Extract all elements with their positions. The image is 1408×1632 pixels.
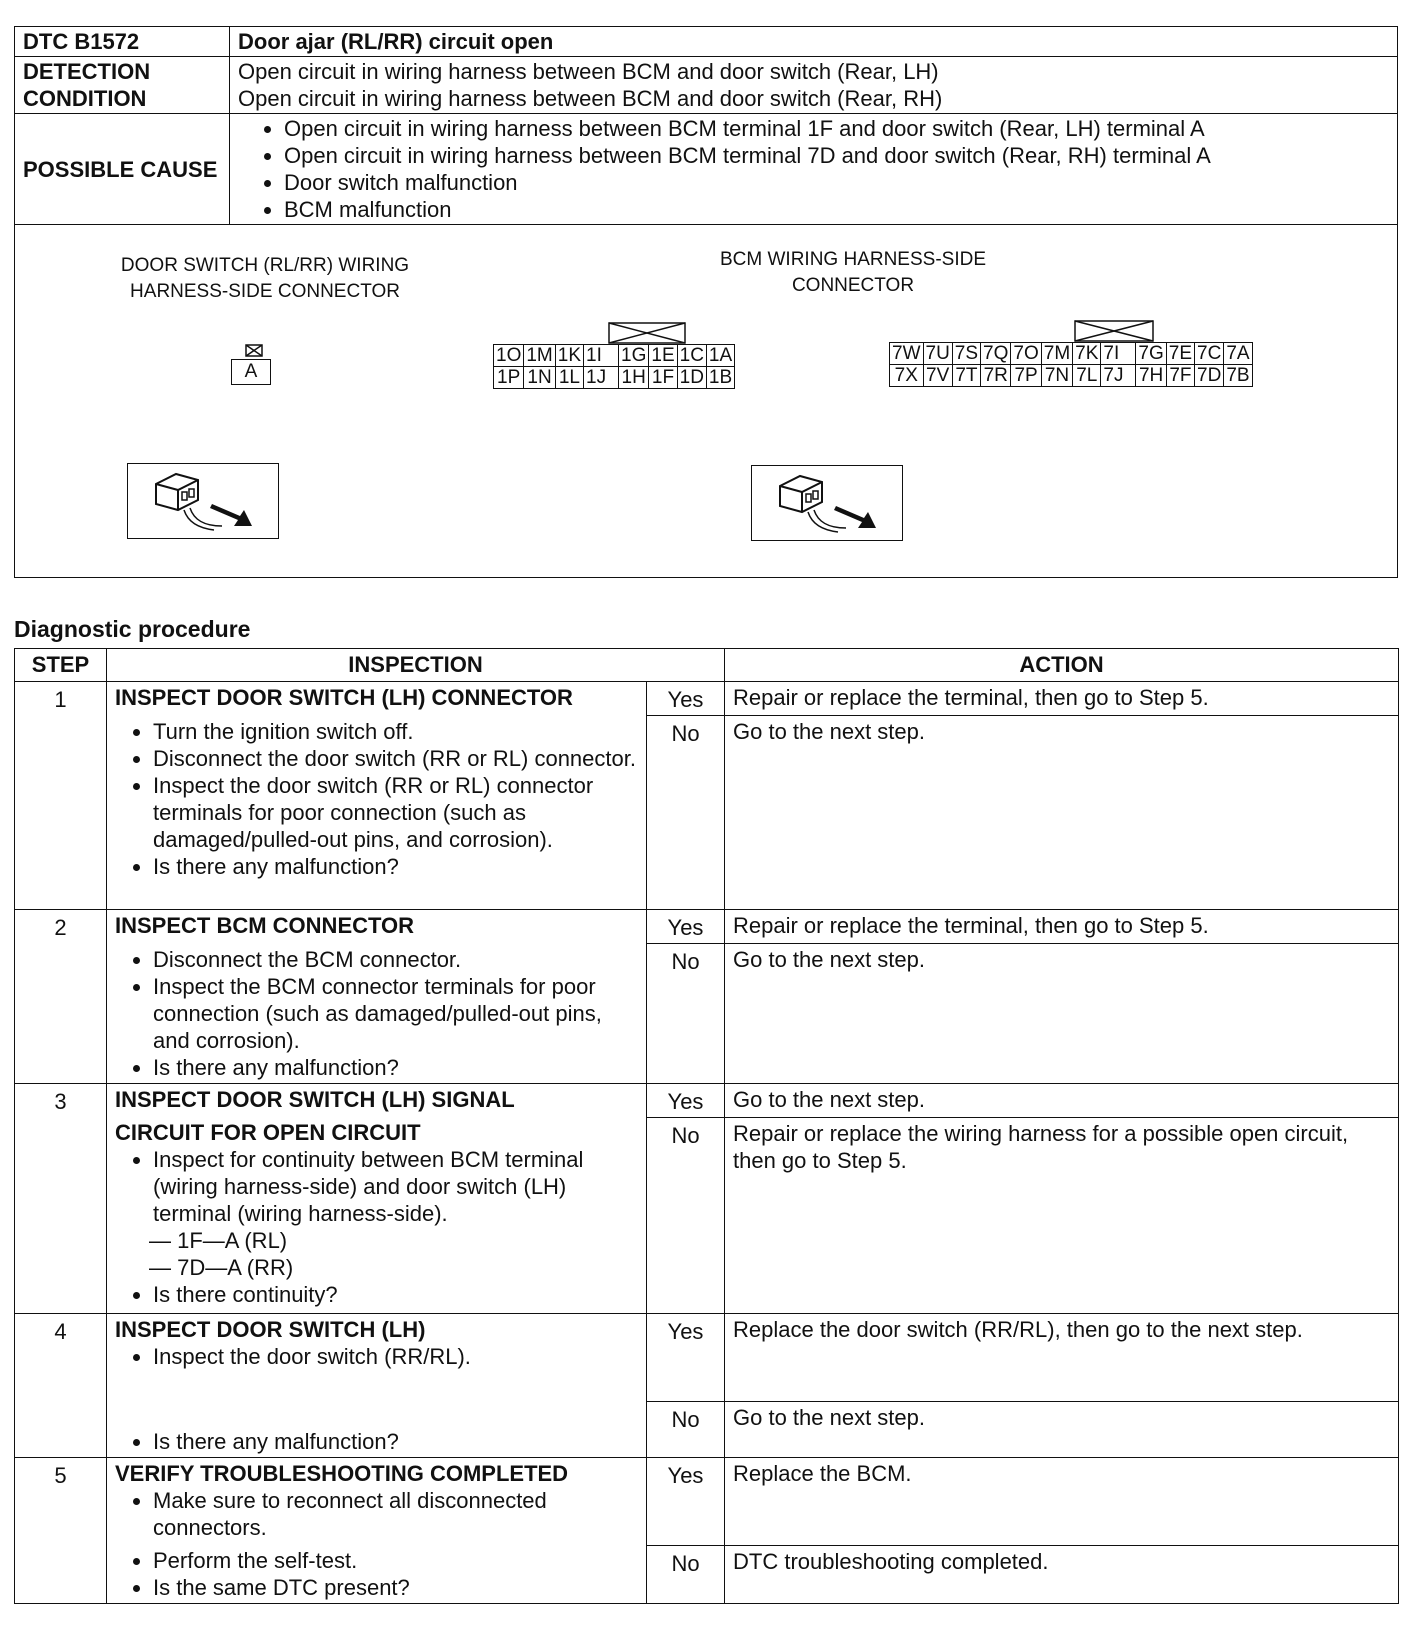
terminal: 7O [1011,343,1041,365]
no-label: No [647,1545,725,1604]
connector-lock-icon [1073,319,1155,343]
terminal: 7Q [981,343,1011,365]
door-caption-line: DOOR SWITCH (RL/RR) WIRING [120,255,410,276]
step-heading-continued: CIRCUIT FOR OPEN CIRCUIT [115,1120,421,1145]
detection-line: Open circuit in wiring harness between BCM and door switch (Rear, RH) [238,86,943,111]
no-action: DTC troubleshooting completed. [725,1545,1399,1604]
terminal: 7K [1073,343,1101,365]
no-label: No [647,944,725,1084]
step-number: 2 [15,910,107,1084]
terminal: 7H [1136,365,1166,387]
yes-label: Yes [647,1083,725,1117]
terminal: 7V [923,365,952,387]
step-item: • Is there continuity? [153,1281,638,1308]
harness-side-connector-icon [127,463,279,539]
bcm-caption-line: BCM WIRING HARNESS-SIDE [719,249,987,270]
step-heading: INSPECT DOOR SWITCH (LH) SIGNAL [107,1083,647,1117]
terminal: 7M [1041,343,1072,365]
bcm-caption [683,247,1023,299]
terminal: 7E [1166,343,1194,365]
diagnostic-procedure-section [14,648,1398,1604]
terminal: 7I [1101,343,1136,365]
step-number: 4 [15,1313,107,1457]
detection-line: Open circuit in wiring harness between BCM and door switch (Rear, LH) [238,59,939,84]
step-item: • Is there any malfunction? [153,1428,638,1455]
no-action: Go to the next step. [725,1401,1399,1457]
cause-item: • Open circuit in wiring harness between BCM terminal 7D and door switch (Rear, RH) terminal A [284,142,1389,169]
step-heading: VERIFY TROUBLESHOOTING COMPLETED [115,1460,569,1486]
terminal: 1G [619,345,649,367]
bcm-connector-1 [493,344,735,389]
terminal: 1N [524,367,555,389]
no-action: Go to the next step. [725,716,1399,910]
step-item: • Inspect for continuity between BCM terminal (wiring harness-side) and door switch (LH) terminal (wiring harness-side). [153,1146,638,1227]
no-action: Repair or replace the wiring harness for a possible open circuit, then go to Step 5. [725,1117,1399,1313]
cause-item: • Door switch malfunction [284,169,1389,196]
step-heading: INSPECT DOOR SWITCH (LH) CONNECTOR [107,682,647,716]
step-number: 1 [15,682,107,910]
connector-diagram [14,225,1398,578]
dtc-title: Door ajar (RL/RR) circuit open [230,27,1398,57]
terminal: 1L [555,367,583,389]
diagnostic-procedure-title: Diagnostic procedure [14,616,251,642]
step-item: • Is the same DTC present? [153,1574,638,1601]
terminal: 7L [1073,365,1101,387]
step-item: • Inspect the door switch (RR/RL). [153,1343,638,1370]
step-heading: INSPECT DOOR SWITCH (LH) [115,1316,426,1342]
terminal: 7J [1101,365,1136,387]
terminal: 1F [649,367,677,389]
terminal: 7T [952,365,980,387]
detection-condition-text [230,57,1398,114]
header-action: ACTION [725,649,1399,682]
step-items [107,944,647,1084]
cause-item: • Open circuit in wiring harness between BCM terminal 1F and door switch (Rear, LH) terminal A [284,115,1389,142]
yes-action: Repair or replace the terminal, then go to Step 5. [725,682,1399,716]
step-item: • Disconnect the door switch (RR or RL) connector. [153,745,638,772]
terminal: 7U [923,343,952,365]
step-item: • Disconnect the BCM connector. [153,946,638,973]
step-item: • Is there any malfunction? [153,1054,638,1081]
terminal: 1D [677,367,706,389]
bcm-connector-7 [889,342,1253,387]
dtc-info-section [14,26,1398,578]
terminal: 1B [706,367,734,389]
dtc-info-table [14,26,1398,225]
no-action: Go to the next step. [725,944,1399,1084]
terminal: 7W [890,343,924,365]
step-item: • Inspect the BCM connector terminals for poor connection (such as damaged/pulled-out pins, and corrosion). [153,973,638,1054]
step-heading: INSPECT BCM CONNECTOR [107,910,647,944]
possible-cause-list [230,114,1398,225]
step-items [107,1545,647,1604]
step-subitem: — 1F—A (RL) [149,1228,288,1253]
door-terminal-a: A [231,359,271,385]
step-items [107,1401,647,1457]
terminal: 1P [494,367,524,389]
terminal: 7N [1041,365,1072,387]
yes-label: Yes [647,910,725,944]
step-items [107,716,647,910]
step-subitem: — 7D—A (RR) [149,1255,294,1280]
terminal: 1O [494,345,524,367]
step-item: • Perform the self-test. [153,1547,638,1574]
detection-condition-label: DETECTION CONDITION [15,57,230,114]
terminal: 7B [1224,365,1252,387]
step-number: 5 [15,1457,107,1604]
terminal: 1I [584,345,619,367]
possible-cause-label: POSSIBLE CAUSE [15,114,230,225]
connector-lock-icon [607,321,687,345]
yes-action: Replace the door switch (RR/RL), then go to the next step. [725,1313,1399,1401]
header-step: STEP [15,649,107,682]
no-label: No [647,1117,725,1313]
terminal: 7A [1224,343,1252,365]
yes-action: Replace the BCM. [725,1457,1399,1545]
step-item: • Is there any malfunction? [153,853,638,880]
terminal: 1E [649,345,677,367]
terminal: 1H [619,367,649,389]
step-item: • Inspect the door switch (RR or RL) connector terminals for poor connection (such as damaged/pulled-out pins, and corrosion). [153,772,638,853]
step-items [107,1117,647,1313]
yes-label: Yes [647,1457,725,1545]
step-heading-block [107,1313,647,1401]
yes-action: Go to the next step. [725,1083,1399,1117]
terminal: 7G [1136,343,1166,365]
bcm-caption-line: CONNECTOR [791,275,915,296]
terminal: 1C [677,345,706,367]
yes-label: Yes [647,1313,725,1401]
cause-item: • BCM malfunction [284,196,1389,223]
terminal: 7R [981,365,1011,387]
connector-lock-icon [241,343,267,359]
step-item: • Make sure to reconnect all disconnected connectors. [153,1487,638,1541]
no-label: No [647,716,725,910]
terminal: 7P [1011,365,1041,387]
terminal: 7X [890,365,924,387]
terminal: 1J [584,367,619,389]
door-switch-caption [65,253,465,305]
terminal: 7F [1166,365,1194,387]
yes-action: Repair or replace the terminal, then go to Step 5. [725,910,1399,944]
terminal: 7S [952,343,980,365]
header-inspection: INSPECTION [107,649,725,682]
terminal: 1M [524,345,555,367]
dtc-code: DTC B1572 [15,27,230,57]
yes-label: Yes [647,682,725,716]
terminal: 7C [1195,343,1224,365]
step-heading-block [107,1457,647,1545]
diagnostic-procedure-table [14,648,1399,1604]
harness-side-connector-icon [751,465,903,541]
terminal: 7D [1195,365,1224,387]
door-caption-line: HARNESS-SIDE CONNECTOR [130,281,400,302]
step-number: 3 [15,1083,107,1313]
no-label: No [647,1401,725,1457]
step-item: • Turn the ignition switch off. [153,718,638,745]
terminal: 1A [706,345,734,367]
terminal: 1K [555,345,583,367]
